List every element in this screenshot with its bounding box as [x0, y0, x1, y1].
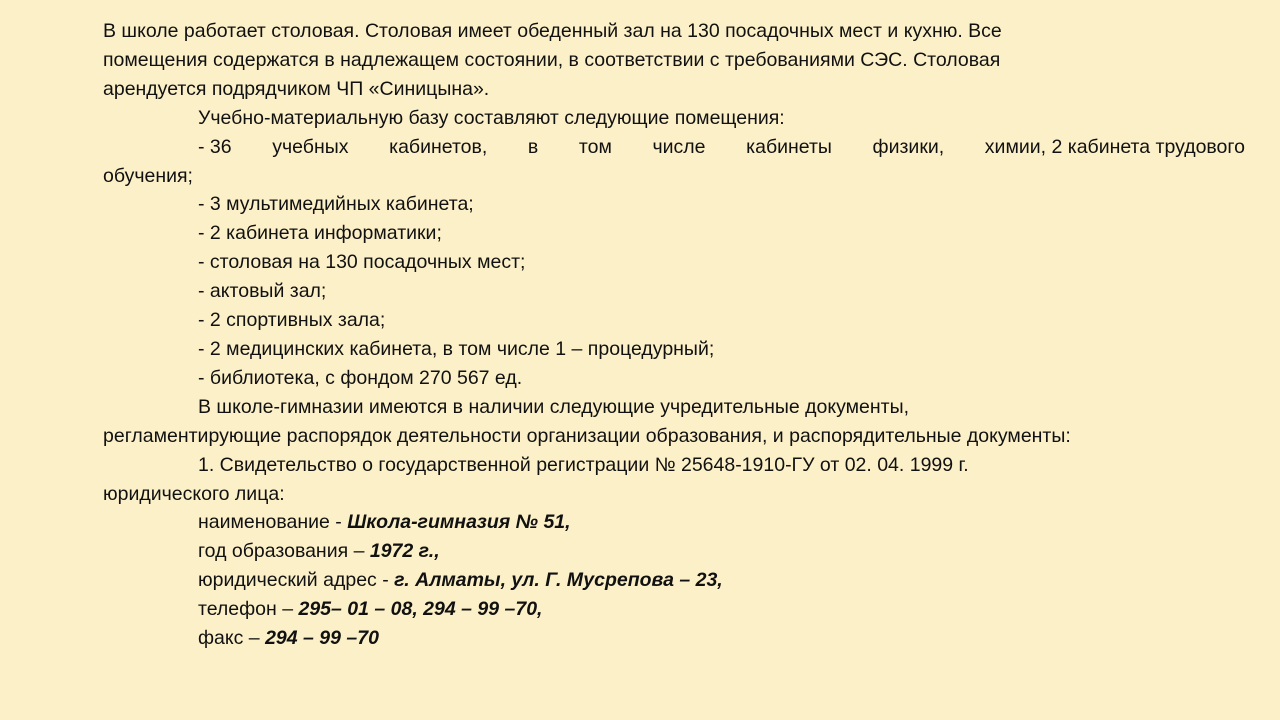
detail-phone — [103, 595, 1213, 624]
detail-founded — [103, 537, 1213, 566]
documents-intro-line: регламентирующие распорядок деятельности организации образования, и распорядительные документы: — [103, 424, 1071, 447]
detail-label: наименование - — [198, 511, 348, 534]
word: физики, — [872, 135, 945, 158]
detail-value: Школа-гимназия № 51, — [347, 511, 571, 534]
detail-value: 295– 01 – 08, 294 – 99 –70, — [298, 598, 543, 621]
facilities-first-item-continuation: обучения; — [103, 164, 193, 187]
word: химии, 2 кабинета трудового — [984, 135, 1245, 158]
facilities-first-item — [103, 133, 1245, 162]
certificate-line: юридического лица: — [103, 482, 285, 505]
detail-name — [103, 508, 1213, 537]
facility-item: - 2 спортивных зала; — [198, 309, 386, 332]
facility-item: - 2 кабинета информатики; — [198, 222, 442, 245]
word: кабинетов, — [389, 135, 488, 158]
detail-value: 294 – 99 –70 — [265, 627, 379, 650]
detail-label: год образования – — [198, 540, 370, 563]
detail-value: г. Алматы, ул. Г. Мусрепова – 23, — [394, 569, 723, 592]
detail-label: факс – — [198, 627, 266, 650]
detail-label: юридический адрес - — [198, 569, 395, 592]
facility-item: - библиотека, с фондом 270 567 ед. — [198, 366, 523, 389]
word: числе — [652, 135, 706, 158]
word: в — [527, 135, 539, 158]
documents-intro-line: В школе-гимназии имеются в наличии следующие учредительные документы, — [198, 395, 910, 418]
detail-label: телефон – — [198, 598, 299, 621]
word: том — [578, 135, 612, 158]
facility-item: - столовая на 130 посадочных мест; — [198, 251, 526, 274]
facility-item: - актовый зал; — [198, 280, 327, 303]
facility-item: - 2 медицинских кабинета, в том числе 1 – процедурный; — [198, 337, 715, 360]
facilities-intro: Учебно-материальную базу составляют следующие помещения: — [198, 106, 785, 129]
detail-address — [103, 566, 1213, 595]
paragraph-line: В школе работает столовая. Столовая имеет обеденный зал на 130 посадочных мест и кухню. Все — [103, 20, 1002, 42]
paragraph-line: арендуется подрядчиком ЧП «Синицына». — [103, 77, 490, 100]
slide-text-body — [103, 17, 1245, 653]
paragraph-line: помещения содержатся в надлежащем состоянии, в соответствии с требованиями СЭС. Столовая — [103, 48, 1001, 71]
facility-item: - 3 мультимедийных кабинета; — [198, 193, 474, 216]
word: учебных — [272, 135, 349, 158]
word: - 36 — [198, 135, 232, 158]
detail-fax — [103, 624, 1213, 653]
word: кабинеты — [746, 135, 832, 158]
certificate-line: 1. Свидетельство о государственной регистрации № 25648-1910-ГУ от 02. 04. 1999 г. — [198, 453, 969, 476]
detail-value: 1972 г., — [369, 540, 440, 563]
